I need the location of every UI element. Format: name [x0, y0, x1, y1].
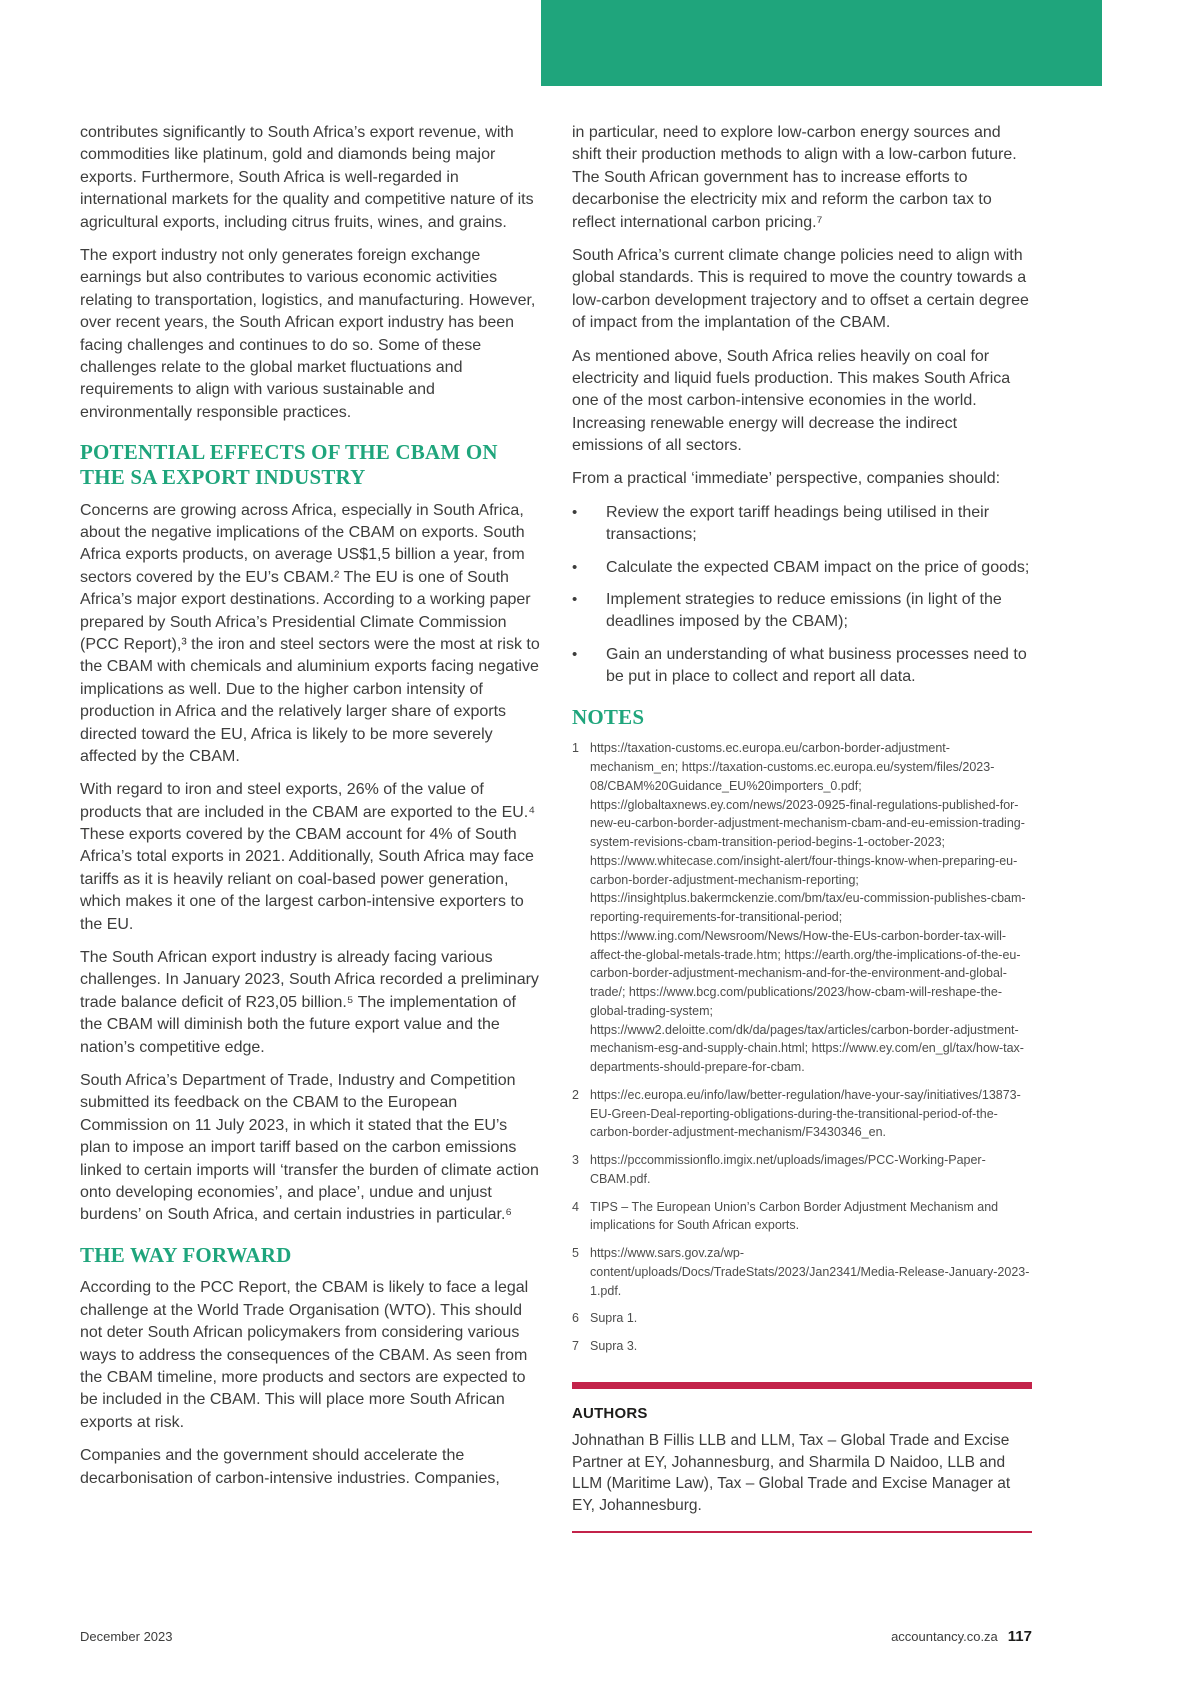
note-number: 1: [572, 741, 579, 756]
note-item: [572, 739, 1032, 1077]
section-heading-potential-effects: POTENTIAL EFFECTS OF THE CBAM ON THE SA EXPORT INDUSTRY: [80, 440, 498, 489]
list-item: [572, 644, 1032, 689]
note-text: https://pccommissionflo.imgix.net/uploads/images/PCC-Working-Paper-CBAM.pdf.: [590, 1153, 986, 1186]
paragraph: South Africa’s current climate change policies need to align with global standards. This is required to move the country towards a low-carbon development trajectory and to offset a certain degree of impact from the implantation of the CBAM.: [572, 246, 1029, 332]
list-item: [572, 589, 1032, 634]
note-item: [572, 1198, 1032, 1236]
note-item: [572, 1337, 1032, 1356]
note-number: 4: [572, 1199, 579, 1214]
note-text: TIPS – The European Union’s Carbon Border Adjustment Mechanism and implications for South African exports.: [590, 1199, 999, 1233]
bullet-icon: •: [572, 503, 578, 521]
footer-page-number: 117: [1007, 1628, 1032, 1645]
article-columns: [80, 122, 1032, 1533]
authors-heading: AUTHORS: [572, 1404, 648, 1422]
bullet-icon: •: [572, 645, 578, 663]
paragraph: in particular, need to explore low-carbon energy sources and shift their production methods to align with a low-carbon future. The South African government has to increase efforts to decarbonise the electricity mix and reform the carbon tax to reflect international carbon pricing.⁷: [572, 124, 1017, 231]
note-number: 5: [572, 1246, 579, 1261]
authors-bottom-rule: [572, 1531, 1032, 1533]
list-item-text: Calculate the expected CBAM impact on the price of goods;: [606, 558, 1030, 576]
paragraph: South Africa’s Department of Trade, Industry and Competition submitted its feedback on the CBAM to the European Commission on 11 July 2023, in which it stated that the EU’s plan to impose an import tariff based on the carbon emissions linked to certain imports will ‘transfer the burden of climate action onto developing economies’, and place’, undue and unjust burdens’ on South Africa, and certain industries in particular.⁶: [80, 1071, 539, 1224]
list-item-text: Implement strategies to reduce emissions (in light of the deadlines imposed by the CBAM);: [606, 591, 1002, 631]
paragraph: According to the PCC Report, the CBAM is likely to face a legal challenge at the World Trade Organisation (WTO). This should not deter South African policymakers from considering various ways to address the consequences of the CBAM. As seen from the CBAM timeline, more products and sectors are expected to be included in the CBAM. This will place more South African exports at risk.: [80, 1279, 529, 1431]
left-column: [80, 122, 540, 1533]
footer-right: [891, 1628, 1032, 1645]
list-item-text: Gain an understanding of what business processes need to be put in place to collect and report all data.: [606, 645, 1027, 686]
list-item: [572, 557, 1032, 579]
footer-site: accountancy.co.za: [891, 1629, 998, 1644]
note-number: 6: [572, 1311, 579, 1326]
authors-text: Johnathan B Fillis LLB and LLM, Tax – Global Trade and Excise Partner at EY, Johannesburg, and Sharmila D Naidoo, LLB and LLM (Maritime Law), Tax – Global Trade and Excise Manager at EY, Johannesburg.: [572, 1431, 1011, 1514]
note-text: https://taxation-customs.ec.europa.eu/carbon-border-adjustment-mechanism_en; https://taxation-customs.ec.europa.eu/system/files/2023-08/CBAM%20Guidance_EU%20importers_0.pdf; https://globaltaxnews.ey.com/news/2023-0925-final-regulations-published-for-new-eu-carbon-border-adjustment-mechanism-cbam-and-eu-emission-trading-system-revisions-cbam-transition-period-begins-1-october-2023; https://www.whitecase.com/insight-alert/four-things-know-when-preparing-eu-carbon-border-adjustment-mechanism-reporting; https://insightplus.bakermckenzie.com/bm/tax/eu-commission-publishes-cbam-reporting-requirements-for-transitional-period; https://www.ing.com/Newsroom/News/How-the-EUs-carbon-border-tax-will-affect-the-global-metals-trade.htm; https://earth.org/the-implications-of-the-eu-carbon-border-adjustment-mechanism-and-for-the-environment-and-global-trade/; https://www.bcg.com/publications/2023/how-cbam-will-reshape-the-global-trading-system; https://www2.deloitte.com/dk/da/pages/tax/articles/carbon-border-adjustment-mechanism-esg-and-supply-chain.html; https://www.ey.com/en_gl/tax/how-tax-departments-should-prepare-for-cbam.: [590, 741, 1026, 1075]
paragraph: With regard to iron and steel exports, 26% of the value of products that are included in the CBAM are exported to the EU.⁴ These exports covered by the CBAM account for 4% of South Africa’s total exports in 2021. Additionally, South Africa may face tariffs as it is heavily reliant on coal-based power generation, which makes it one of the largest carbon-intensive exporters to the EU.: [80, 781, 536, 933]
authors-section: [572, 1382, 1032, 1533]
note-text: https://www.sars.gov.za/wp-content/uploads/Docs/TradeStats/2023/Jan2341/Media-Release-January-2023-1.pdf.: [590, 1246, 1030, 1298]
paragraph: As mentioned above, South Africa relies heavily on coal for electricity and liquid fuels production. This makes South Africa one of the most carbon-intensive economies in the world. Increasing renewable energy will decrease the indirect emissions of all sectors.: [572, 347, 1011, 455]
list-item: [572, 502, 1032, 547]
header-accent-bar: [541, 0, 1102, 86]
paragraph: Concerns are growing across Africa, especially in South Africa, about the negative implications of the CBAM on exports. South Africa exports products, on average US$1,5 billion a year, from sectors covered by the EU’s CBAM.² The EU is one of South Africa’s major export destinations. According to a working paper prepared by South Africa’s Presidential Climate Commission (PCC Report),³ the iron and steel sectors were the most at risk to the CBAM with chemicals and aluminium exports facing negative implications as well. Due to the higher carbon intensity of production in Africa and the relatively larger share of exports directed toward the EU, Africa is likely to be more severely affected by the CBAM.: [80, 501, 540, 765]
bullet-list: [572, 502, 1032, 689]
note-number: 7: [572, 1339, 579, 1354]
note-text: https://ec.europa.eu/info/law/better-regulation/have-your-say/initiatives/13873-EU-Green-Deal-reporting-obligations-during-the-transitional-period-of-the-carbon-border-adjustment-mechanism/F3430346_en.: [590, 1087, 1021, 1140]
section-heading-notes: NOTES: [572, 704, 645, 729]
note-text: Supra 1.: [590, 1311, 638, 1326]
note-item: [572, 1244, 1032, 1300]
paragraph: The export industry not only generates foreign exchange earnings but also contributes to various economic activities relating to transportation, logistics, and manufacturing. However, over recent years, the South African export industry has been facing challenges and continues to do so. Some of these challenges relate to the global market fluctuations and requirements to align with various sustainable and environmentally responsible practices.: [80, 246, 536, 421]
paragraph: The South African export industry is already facing various challenges. In January 2023, South Africa recorded a preliminary trade balance deficit of R23,05 billion.⁵ The implementation of the CBAM will diminish both the future export value and the nation’s competitive edge.: [80, 949, 539, 1056]
list-item-text: Review the export tariff headings being utilised in their transactions;: [606, 503, 990, 544]
paragraph: Companies and the government should accelerate the decarbonisation of carbon-intensive industries. Companies,: [80, 1447, 500, 1487]
page-footer: [80, 1628, 1032, 1645]
note-item: [572, 1309, 1032, 1328]
note-number: 2: [572, 1087, 579, 1102]
note-item: [572, 1086, 1032, 1142]
paragraph: contributes significantly to South Africa’s export revenue, with commodities like platinum, gold and diamonds being major exports. Furthermore, South Africa is well-regarded in international markets for the quality and competitive nature of its agricultural exports, including citrus fruits, wines, and grains.: [80, 124, 534, 231]
paragraph: From a practical ‘immediate’ perspective, companies should:: [572, 470, 1001, 488]
note-text: Supra 3.: [590, 1339, 638, 1354]
authors-top-rule: [572, 1382, 1032, 1389]
section-heading-way-forward: THE WAY FORWARD: [80, 1242, 292, 1267]
footer-date: December 2023: [80, 1629, 173, 1644]
right-column: [572, 122, 1032, 1533]
notes-list: [572, 739, 1032, 1356]
bullet-icon: •: [572, 591, 578, 609]
note-number: 3: [572, 1153, 579, 1168]
note-item: [572, 1151, 1032, 1189]
bullet-icon: •: [572, 558, 578, 576]
